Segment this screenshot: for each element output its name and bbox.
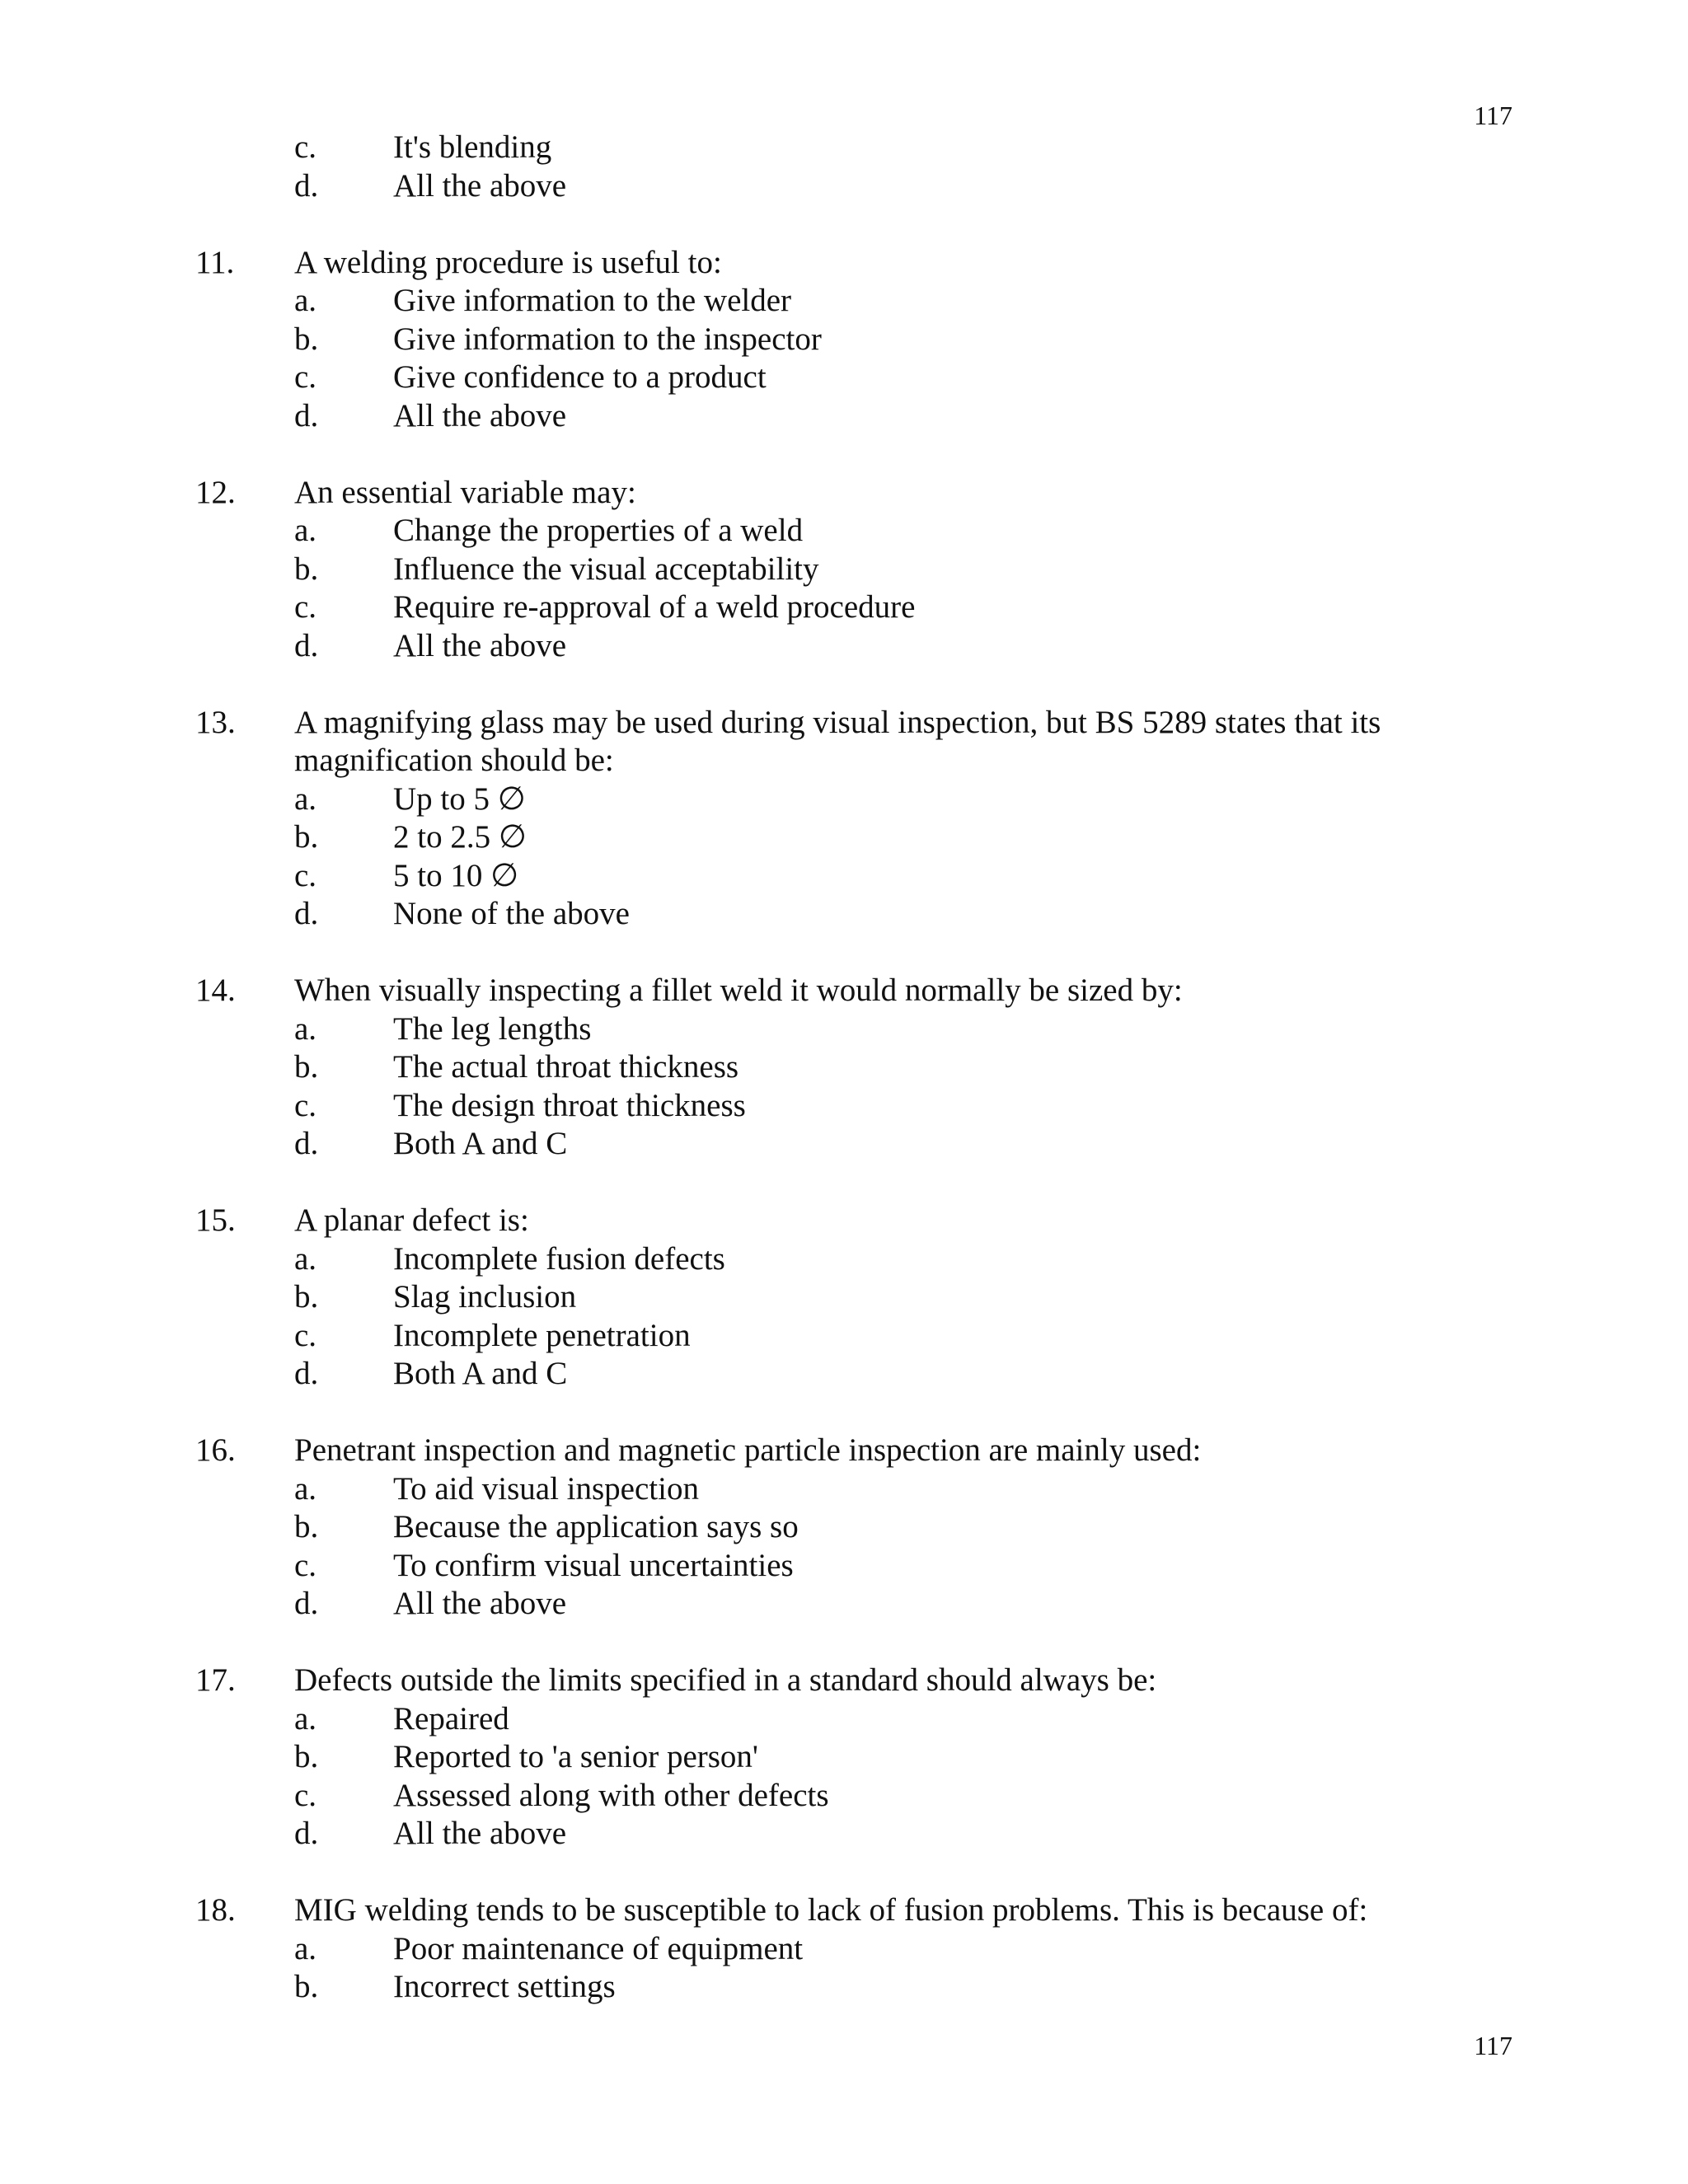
question-16 — [195, 1432, 1481, 1624]
option-label: a. — [294, 1700, 317, 1736]
page-number-bottom: 117 — [1474, 2031, 1512, 2060]
option-d — [195, 1815, 1481, 1854]
option-b — [195, 1048, 1481, 1087]
option-c — [195, 588, 1481, 627]
option-a — [195, 1470, 1481, 1509]
option-label: b. — [294, 1509, 319, 1544]
option-label: a. — [294, 780, 317, 817]
option-label: d. — [294, 896, 319, 931]
option-b — [195, 551, 1481, 589]
option-a — [195, 1700, 1481, 1739]
option-text: Change the properties of a weld — [393, 513, 804, 548]
option-label: a. — [294, 1240, 317, 1277]
option-label: c. — [294, 1087, 317, 1123]
question-text: MIG welding tends to be susceptible to lack of fusion problems. This is because of: — [294, 1892, 1368, 1928]
option-b — [195, 818, 1481, 857]
question-number: 12. — [195, 474, 236, 510]
question-list — [195, 129, 1481, 2007]
option-label: c. — [294, 1317, 317, 1353]
option-label: b. — [294, 321, 319, 357]
option-label: c. — [294, 1547, 317, 1583]
option-text: Slag inclusion — [393, 1279, 577, 1315]
option-text: Give confidence to a product — [393, 359, 767, 395]
option-text: 2 to 2.5 ∅ — [393, 819, 527, 855]
question-12 — [195, 474, 1481, 666]
question-number: 16. — [195, 1432, 236, 1468]
option-label: d. — [294, 397, 319, 434]
option-d — [195, 895, 1481, 934]
option-b — [195, 1508, 1481, 1547]
option-label: d. — [294, 1126, 319, 1161]
option-label: d. — [294, 1586, 319, 1621]
option-text: Require re-approval of a weld procedure — [393, 589, 916, 625]
question-18 — [195, 1891, 1481, 2007]
option-d — [195, 1125, 1481, 1164]
option-text: To aid visual inspection — [393, 1470, 699, 1507]
option-label: a. — [294, 1930, 317, 1966]
option-text: Because the application says so — [393, 1509, 799, 1544]
question-text: A welding procedure is useful to: — [294, 244, 722, 280]
option-a — [195, 1010, 1481, 1049]
option-text: Give information to the welder — [393, 283, 792, 318]
option-c — [195, 129, 1481, 167]
option-text: All the above — [393, 1586, 567, 1621]
question-number: 15. — [195, 1202, 236, 1238]
option-a — [195, 780, 1481, 819]
option-label: b. — [294, 1279, 319, 1315]
option-text: All the above — [393, 167, 567, 204]
option-text: All the above — [393, 397, 567, 434]
option-a — [195, 1930, 1481, 1969]
question-text: A planar defect is: — [294, 1202, 529, 1238]
option-a — [195, 282, 1481, 321]
question-11 — [195, 244, 1481, 436]
question-17 — [195, 1661, 1481, 1854]
option-label: c. — [294, 359, 317, 395]
option-text: It's blending — [393, 129, 552, 165]
option-c — [195, 359, 1481, 397]
option-text: Repaired — [393, 1700, 509, 1736]
option-label: a. — [294, 1010, 317, 1047]
option-text: The design throat thickness — [393, 1087, 746, 1123]
option-d — [195, 1585, 1481, 1624]
question-number: 11. — [195, 244, 235, 280]
option-label: d. — [294, 1356, 319, 1391]
option-label: b. — [294, 1969, 319, 2004]
option-text: Incorrect settings — [393, 1969, 616, 2004]
option-text: Incomplete penetration — [393, 1317, 691, 1353]
option-a — [195, 1240, 1481, 1279]
option-text: Influence the visual acceptability — [393, 551, 819, 587]
option-label: d. — [294, 1816, 319, 1851]
option-text: Assessed along with other defects — [393, 1777, 829, 1813]
option-b — [195, 1738, 1481, 1777]
option-text: The leg lengths — [393, 1010, 592, 1047]
option-text: Both A and C — [393, 1356, 568, 1391]
option-label: b. — [294, 1049, 319, 1085]
option-b — [195, 1968, 1481, 2007]
option-text: To confirm visual uncertainties — [393, 1547, 794, 1583]
option-label: b. — [294, 1739, 319, 1774]
option-label: d. — [294, 167, 319, 204]
option-label: a. — [294, 1470, 317, 1507]
option-d — [195, 627, 1481, 666]
option-c — [195, 1777, 1481, 1816]
option-text: 5 to 10 ∅ — [393, 857, 519, 893]
option-b — [195, 1278, 1481, 1317]
option-text: All the above — [393, 1816, 567, 1851]
question-number: 14. — [195, 972, 236, 1008]
option-label: c. — [294, 857, 317, 893]
question-text: An essential variable may: — [294, 474, 636, 510]
option-c — [195, 1317, 1481, 1356]
question-text: When visually inspecting a fillet weld it would normally be sized by: — [294, 972, 1183, 1008]
question-number: 18. — [195, 1892, 236, 1928]
option-text: Poor maintenance of equipment — [393, 1930, 804, 1966]
option-label: b. — [294, 819, 319, 855]
option-label: a. — [294, 513, 317, 548]
question-number: 17. — [195, 1662, 236, 1698]
option-text: None of the above — [393, 896, 630, 931]
question-15 — [195, 1202, 1481, 1394]
option-c — [195, 1087, 1481, 1126]
option-label: c. — [294, 1777, 317, 1813]
option-d — [195, 397, 1481, 436]
option-d — [195, 1355, 1481, 1394]
option-b — [195, 321, 1481, 359]
option-text: Incomplete fusion defects — [393, 1240, 725, 1277]
option-label: c. — [294, 589, 317, 625]
option-d — [195, 167, 1481, 206]
question-number: 13. — [195, 704, 236, 740]
question-14 — [195, 972, 1481, 1164]
option-c — [195, 857, 1481, 896]
option-label: c. — [294, 129, 317, 165]
question-text: Defects outside the limits specified in a standard should always be: — [294, 1662, 1157, 1698]
option-text: Up to 5 ∅ — [393, 780, 526, 817]
option-a — [195, 512, 1481, 551]
option-label: a. — [294, 283, 317, 318]
option-text: The actual throat thickness — [393, 1049, 739, 1085]
option-c — [195, 1547, 1481, 1586]
option-label: d. — [294, 627, 319, 663]
option-text: All the above — [393, 627, 567, 663]
question-text: Penetrant inspection and magnetic particle inspection are mainly used: — [294, 1432, 1202, 1468]
option-label: b. — [294, 551, 319, 587]
option-text: Both A and C — [393, 1126, 568, 1161]
page-number-top: 117 — [1474, 101, 1512, 130]
option-text: Give information to the inspector — [393, 321, 822, 357]
question-13 — [195, 704, 1481, 934]
question-text: A magnifying glass may be used during visual inspection, but BS 5289 states that its magnification should be: — [294, 704, 1381, 778]
option-text: Reported to 'a senior person' — [393, 1739, 758, 1774]
